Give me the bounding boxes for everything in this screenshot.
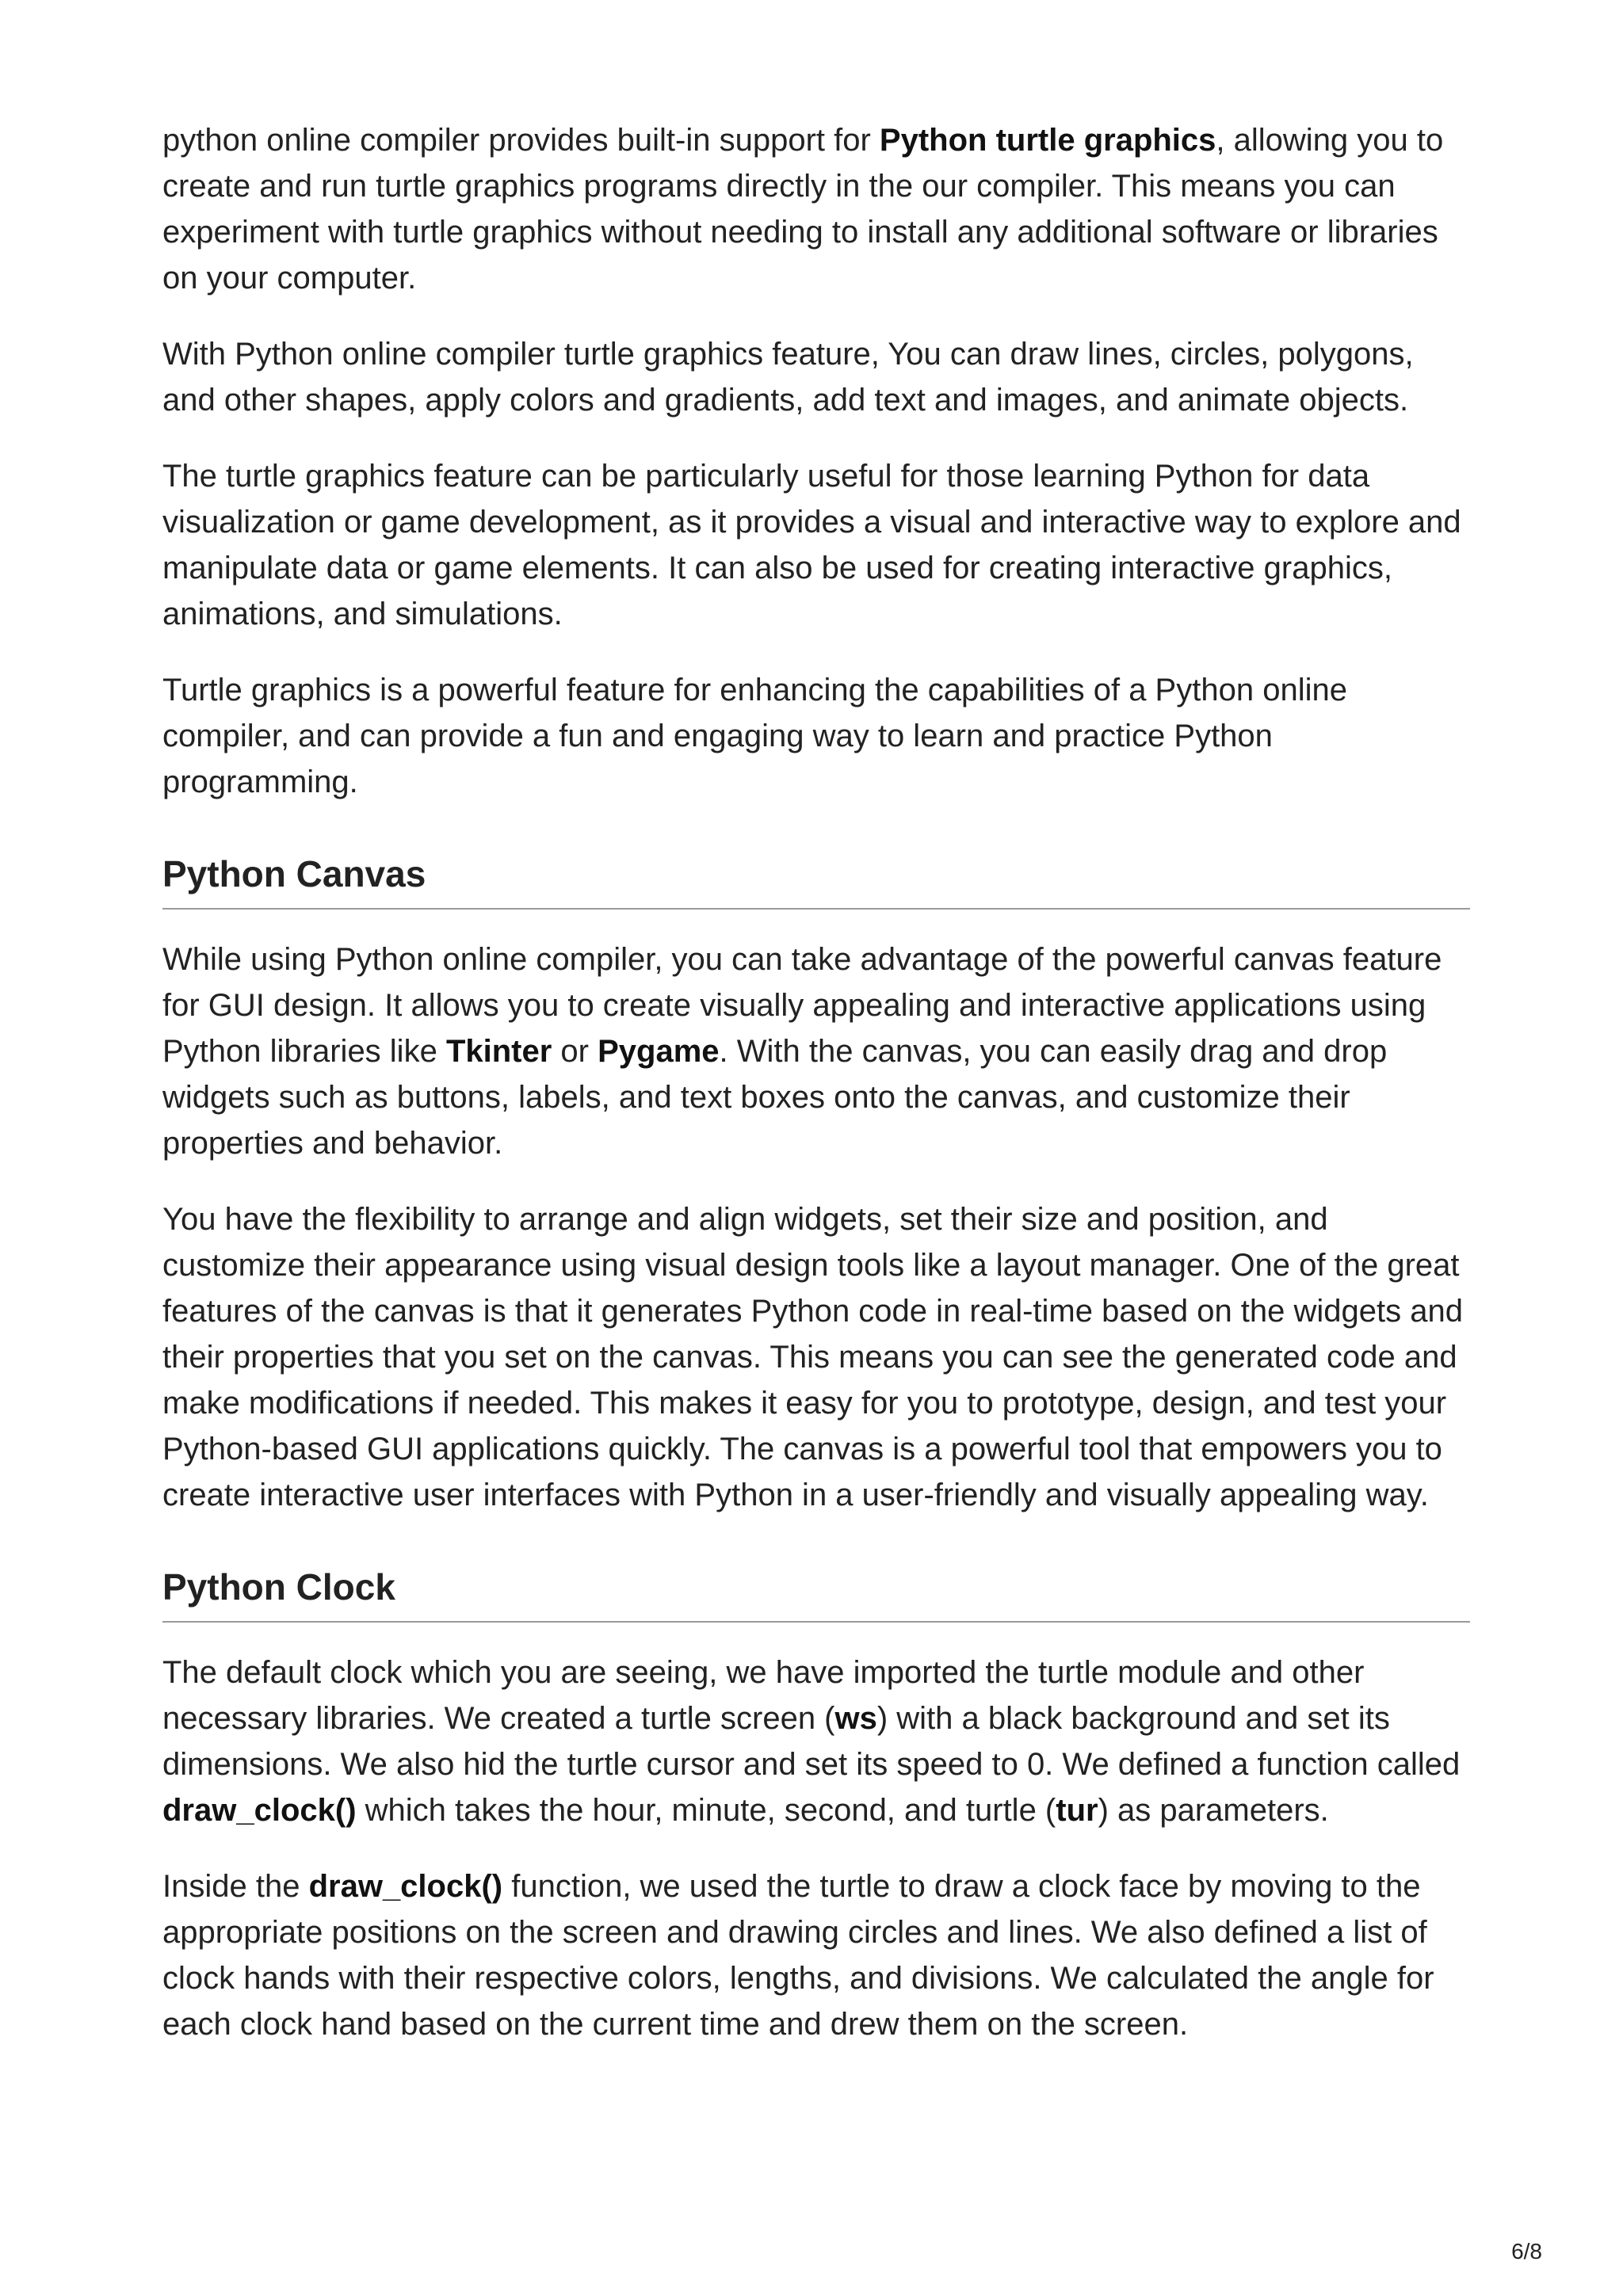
text-span: python online compiler provides built-in support for — [162, 123, 880, 158]
document-page — [162, 117, 1470, 2077]
section-heading-canvas: Python Canvas — [162, 852, 1470, 910]
text-span: which takes the hour, minute, second, and turtle ( — [356, 1793, 1056, 1828]
text-span: While using Python online compiler, you can take advantage of the powerful canvas feature for GUI design. It allows you to create visually appealing and interactive applications using Python libraries like — [162, 942, 1442, 1069]
bold-term: tur — [1056, 1793, 1098, 1828]
text-span: . With the canvas, you can easily drag and drop widgets such as buttons, labels, and text boxes onto the canvas, and customize their properties and behavior. — [162, 1034, 1388, 1161]
clock-paragraph-1 — [162, 1650, 1470, 1833]
text-span: or — [552, 1034, 598, 1069]
turtle-paragraph-1 — [162, 117, 1470, 301]
turtle-paragraph-4: Turtle graphics is a powerful feature for enhancing the capabilities of a Python online compiler, and can provide a fun and engaging way to learn and practice Python programming. — [162, 673, 1347, 799]
section-heading-clock: Python Clock — [162, 1566, 1470, 1623]
text-span: The default clock which you are seeing, we have imported the turtle module and other necessary libraries. We created a turtle screen ( — [162, 1655, 1365, 1736]
bold-term: ws — [834, 1701, 877, 1736]
text-span: Inside the — [162, 1869, 309, 1904]
text-span: ) with a black background and set its dimensions. We also hid the turtle cursor and set its speed to 0. We defined a function called — [162, 1701, 1461, 1782]
text-span: , allowing you to create and run turtle graphics programs directly in the our compiler. This means you can experiment with turtle graphics without needing to install any additional software or libraries on your computer. — [162, 123, 1444, 296]
bold-term: Tkinter — [445, 1034, 552, 1069]
clock-paragraph-2 — [162, 1863, 1470, 2047]
canvas-paragraph-2: You have the flexibility to arrange and align widgets, set their size and position, and customize their appearance using visual design tools like a layout manager. One of the great features of the canvas is that it generates Python code in real-time based on the widgets and their properties that you set on the canvas. This means you can see the generated code and make modifications if needed. This makes it easy for you to prototype, design, and test your Python-based GUI applications quickly. The canvas is a powerful tool that empowers you to create interactive user interfaces with Python in a user-friendly and visually appealing way. — [162, 1202, 1463, 1512]
bold-term: Pygame — [598, 1034, 720, 1069]
turtle-paragraph-3: The turtle graphics feature can be particularly useful for those learning Python for data visualization or game development, as it provides a visual and interactive way to explore and manipulate data or game elements. It can also be used for creating interactive graphics, animations, and simulations. — [162, 459, 1461, 631]
bold-term: Python turtle graphics — [879, 123, 1216, 158]
text-span: function, we used the turtle to draw a clock face by moving to the appropriate positions on the screen and drawing circles and lines. We also defined a list of clock hands with their respective colors, lengths, and divisions. We calculated the angle for each clock hand based on the current time and drew them on the screen. — [162, 1869, 1434, 2042]
bold-term: draw_clock() — [308, 1869, 503, 1904]
page-number: 6/8 — [1511, 2239, 1542, 2264]
bold-term: draw_clock() — [162, 1793, 357, 1828]
text-span: ) as parameters. — [1098, 1793, 1329, 1828]
canvas-paragraph-1 — [162, 936, 1470, 1166]
turtle-paragraph-2: With Python online compiler turtle graphics feature, You can draw lines, circles, polygons, and other shapes, apply colors and gradients, add text and images, and animate objects. — [162, 337, 1414, 418]
